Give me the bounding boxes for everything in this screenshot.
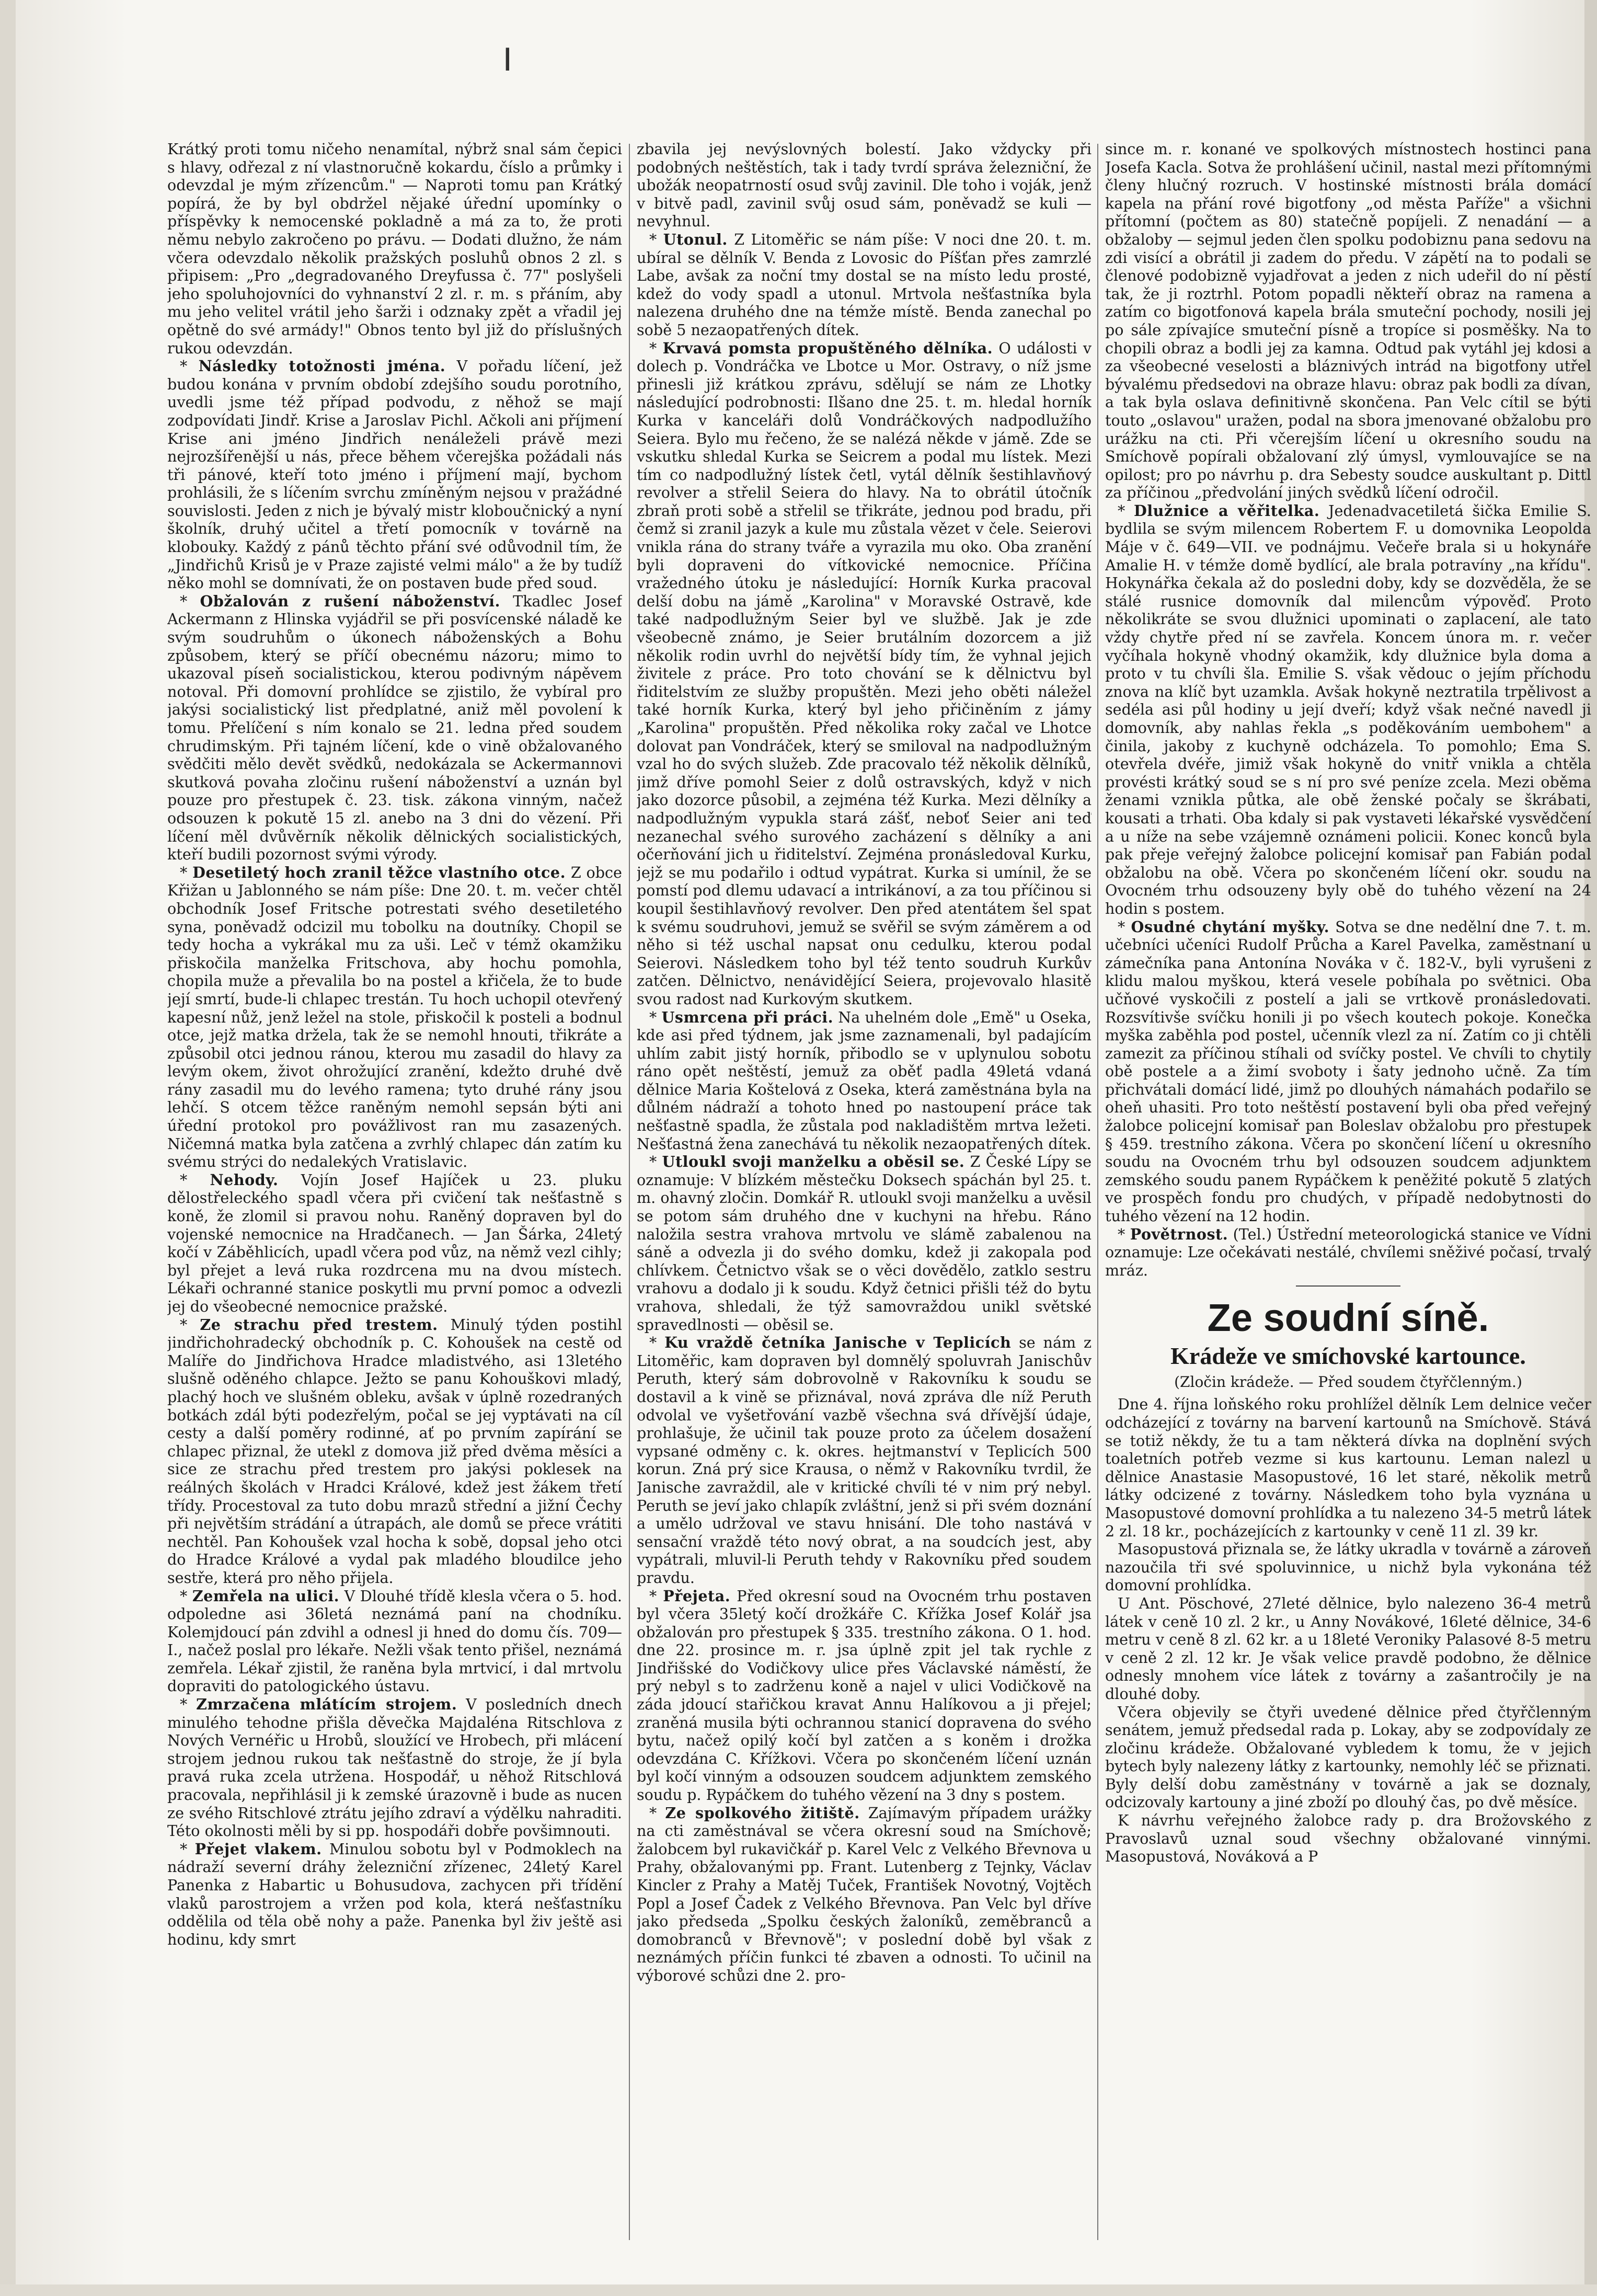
column-rule — [1097, 144, 1098, 2240]
article-paragraph: * Přejet vlakem. Minulou sobotu byl v Podmoklech na nádraží severní dráhy železniční zřízenec, 24letý Karel Panenka z Habartic u Bohusudova, zachycen při třídění vlaků parostrojem a vržen pod kola, která nešťastníku oddělila od těla obě nohy a paže. Panenka byl živ ještě asi hodinu, kdy smrt — [167, 1840, 622, 1948]
article-text: Minulou sobotu byl v Podmoklech na nádraží severní dráhy železniční zřízenec, 24letý Karel Panenka z Habartic u Bohusudova, zachycen při třídění vlaků parostrojem a vržen pod kola, která nešťastníku oddělila od těla obě nohy a paže. Panenka byl živ ještě asi hodinu, kdy smrt — [167, 1840, 622, 1948]
article-paragraph: * Povětrnost. (Tel.) Ústřední meteorologická stanice ve Vídni oznamuje: Lze očekávati nestálé, chvílemi sněživé počasí, trvalý mráz. — [1105, 1225, 1591, 1279]
article-paragraph: Dne 4. října loňského roku prohlížel dělník Lem delnice večer odcházející z továrny na barvení kartounů na Smíchově. Stává se totiž někdy, že tu a tam některá dívka na doplnění svých toaletních potřeb vezme si kus kartounu. Leman nalezl u dělnice Anastasie Masopustové, 16 let staré, několik metrů látky odcizené z továrny. Následkem toho byla vyznána u Masopustové domovní prohlídka a tu nalezeno 34-5 metrů látek 2 zl. 18 kr., pocházejících z kartounky v ceně 11 zl. 39 kr. — [1105, 1395, 1591, 1540]
article-heading: Osudné chytání myšky. — [1131, 917, 1330, 936]
article-text: Sotva se dne nedělní dne 7. t. m. učebníci učeníci Rudolf Průcha a Karel Pavelka, zaměstnaní u zámečníka pana Antonína Nováka v č. 182-V., byli vyrušeni z klidu malou myškou, která vesele pobíhala po světnici. Oba učňové vyskočili z postelí a jali se vrtkově pronásledovati. Rozsvítivše svíčku honili ji po všech koutech pokoje. Konečka myška zaběhla pod postel, učenník vlezl za ní. Zatím co ji chtěli zamezit za příčinou stíhali od svíčky postel. Ve chvíli to chytily obě postele a a žimí svoboty i šaty jednoho učně. Za tím přichvátali domácí lidé, jimž po dlouhých námahách podařilo se oheň uhasiti. Pro toto neštěstí postavení byli oba před veřejný žalobce policejní komisař pan Boleslav obžalobu pro přestupek § 459. trestního zákona. Včera po skončení líčení u okresního soudu na Ovocném trhu byl odsouzen soudcem adjunktem zemského soudu panem Rypáčkem k peněžité pokutě 5 zlatých ve prospěch fondu pro chudých, v případě nedobytnosti do tuhého vězení na 12 hodin. — [1105, 917, 1591, 1225]
article-heading: Zemřela na ulici. — [192, 1587, 340, 1605]
article-paragraph: * Ku vraždě četníka Janische v Teplicích se nám z Litoměřic, kam dopraven byl domnělý spoluvrah Janischův Peruth, který sám dobrovolně v Rakovníku k soudu se dostavil a k vině se přiznával, nová zpráva dle níž Peruth odvolal ve vyšetřování vazbě všechna svá dřívější údaje, prohlašuje, že učinil tak pouze proto za účelem dosažení vypsané odměny c. k. okres. hejtmanství v Teplicích 500 korun. Zná prý sice Krausa, o němž v Rakovníku tvrdil, že Janische zavraždil, ale v kritické chvíli té v nim prý nebyl. Peruth se jeví jako chlapík zvláštní, jenž si při svém doznání a umělo udržoval ve stavu hnisání. Dle toho nastává v sensační vraždě této nový obrat, a na soudcích jest, aby vypátrali, mluvil-li Peruth tehdy v Rakovníku před soudem pravdu. — [637, 1334, 1092, 1587]
article-text: Z obce Křižan u Jablonného se nám píše: Dne 20. t. m. večer chtěl obchodník Josef Fritsche potrestati svého desetiletého syna, poněvadž odcizil mu tobolku na doutníky. Chopil se tedy hocha a vykrákal mu za uši. Leč v témž okamžiku přiskočila manželka Fritschova, aby hochu pomohla, chopila muže a převalila bo na postel a křičela, že to bude její smrtí, bude-li chlapec trestán. Tu hoch uchopil otevřený kapesní nůž, jenž ležel na stole, přiskočil k posteli a bodnul otce, jejž matka držela, tak že se nemohl hnouti, třikráte a způsobil otci jednou ránou, kterou mu zasadil do hlavy za levým okem, život ohrožující zranění, kdežto druhé dvě rány zasadil mu do levého ramena; tyto druhé rány jsou lehčí. S otcem těžce raněným nemohl sepsán býti ani úřední protokol pro povážlivost ran mu zasazených. Ničemná matka byla zatčena a zvrhlý chlapec dán zatím ku svému strýci do nedalekých Vratislavic. — [167, 863, 622, 1171]
article-text: Z České Lípy se oznamuje: V blízkém městečku Doksech spáchán byl 25. t. m. ohavný zločin. Domkář R. utloukl svoji manželku a uvěsil se potom sám druhého dne v kuchyni na hřebu. Ráno naložila sestra vrahova mrtvolu ve slámě zabalenou na sáně a odvezla ji do svého domku, kdež ji zakopala pod chlívkem. Četnictvo však se o věci dovědělo, zatklo sestru vrahovu a dodalo ji k soudu. Když četnici přišli též do bytu vrahova, shledali, že týž samovraždou unikl světské spravedlnosti — oběsil se. — [637, 1153, 1092, 1334]
article-paragraph: * Ze spolkového žitiště. Zajímavým případem urážky na cti zaměstnával se včera okresní soud na Smíchově; žalobcem byl rukavičkář p. Karel Velc z Velkého Břevnova u Prahy, obžalovanými pp. Frant. Lutenberg z Tejnky, Václav Kincler z Prahy a Matěj Tuček, František Novotný, Vojtěch Popl a Josef Čadek z Velkého Břevnova. Pan Velc byl dříve jako předseda „Spolku českých žaloníků, zeměbranců a domobranců v Břevnově"; v poslední době byl však z neznámých příčin funkci té zbaven a odnosti. To učinil na výborové schůzi dne 2. pro- — [637, 1804, 1092, 1984]
article-paragraph: * Desetiletý hoch zranil těžce vlastního otce. Z obce Křižan u Jablonného se nám píše: Dne 20. t. m. večer chtěl obchodník Josef Fritsche potrestati svého desetiletého syna, poněvadž odcizil mu tobolku na doutníky. Chopil se tedy hocha a vykrákal mu za uši. Leč v témž okamžiku přiskočila manželka Fritschova, aby hochu pomohla, chopila muže a převalila bo na postel a křičela, že to bude její smrtí, bude-li chlapec trestán. Tu hoch uchopil otevřený kapesní nůž, jenž ležel na stole, přiskočil k posteli a bodnul otce, jejž matka držela, tak že se nemohl hnouti, třikráte a způsobil otci jednou ránou, kterou mu zasadil do hlavy za levým okem, život ohrožující zranění, kdežto druhé dvě rány zasadil mu do levého ramena; tyto druhé rány jsou lehčí. S otcem těžce raněným nemohl sepsán býti ani úřední protokol pro povážlivost ran mu zasazených. Ničemná matka byla zatčena a zvrhlý chlapec dán zatím ku svému strýci do nedalekých Vratislavic. — [167, 863, 622, 1171]
article-heading: Následky totožnosti jména. — [198, 357, 446, 375]
article-paragraph: * Utloukl svoji manželku a oběsil se. Z České Lípy se oznamuje: V blízkém městečku Doksech spáchán byl 25. t. m. ohavný zločin. Domkář R. utloukl svoji manželku a uvěsil se potom sám druhého dne v kuchyni na hřebu. Ráno naložila sestra vrahova mrtvolu ve slámě zabalenou na sáně a odvezla ji do svého domku, kdež ji zakopala pod chlívkem. Četnictvo však se o věci dovědělo, zatklo sestru vrahovu a dodalo ji k soudu. Když četnici přišli též do bytu vrahova, shledali, že týž samovraždou unikl světské spravedlnosti — oběsil se. — [637, 1153, 1092, 1334]
article-text: se nám z Litoměřic, kam dopraven byl domnělý spoluvrah Janischův Peruth, který sám dobrovolně v Rakovníku k soudu se dostavil a k vině se přiznával, nová zpráva dle níž Peruth odvolal ve vyšetřování vazbě všechna svá dřívější údaje, prohlašuje, že učinil tak pouze proto za účelem dosažení vypsané odměny c. k. okres. hejtmanství v Teplicích 500 korun. Zná prý sice Krausa, o němž v Rakovníku tvrdil, že Janische zavraždil, ale v kritické chvíli té v nim prý nebyl. Peruth se jeví jako chlapík zvláštní, jenž si při svém doznání a umělo udržoval ve stavu hnisání. Dle toho nastává v sensační vraždě této nový obrat, a na soudcích jest, aby vypátrali, mluvil-li Peruth tehdy v Rakovníku před soudem pravdu. — [637, 1334, 1092, 1587]
article-text: Vojín Josef Hajíček u 23. pluku dělostřeleckého spadl včera při cvičení tak nešťastně s koně, že zlomil si pravou nohu. Raněný dopraven byl do vojenské nemocnice na Hradčanech. — Jan Šárka, 24letý kočí v Záběhlicích, upadl včera pod vůz, na němž vezl cihly; byl přejet a levá ruka rozdrcena mu na dvou místech. Lékaři ochranné stanice poskytli mu první pomoc a odvezli jej do všeobecné nemocnice pražské. — [167, 1170, 622, 1315]
article-text: (Tel.) Ústřední meteorologická stanice ve Vídni oznamuje: Lze očekávati nestálé, chvílemi sněživé počasí, trvalý mráz. — [1105, 1225, 1591, 1279]
article-heading: Povětrnost. — [1130, 1225, 1228, 1243]
article-text: Zajímavým případem urážky na cti zaměstnával se včera okresní soud na Smíchově; žalobcem byl rukavičkář p. Karel Velc z Velkého Břevnova u Prahy, obžalovanými pp. Frant. Lutenberg z Tejnky, Václav Kincler z Prahy a Matěj Tuček, František Novotný, Vojtěch Popl a Josef Čadek z Velkého Břevnova. Pan Velc byl dříve jako předseda „Spolku českých žaloníků, zeměbranců a domobranců v Břevnově"; v poslední době byl však z neznámých příčin funkci té zbaven a odnosti. To učinil na výborové schůzi dne 2. pro- — [637, 1804, 1092, 1984]
article-text: Z Litoměřic se nám píše: V noci dne 20. t. m. ubíral se dělník V. Benda z Lovosic do Píšťan přes zamrzlé Labe, avšak za noční tmy dostal se na místo ledu prosté, kdež do vody spadl a utonul. Mrtvola nešťastníka byla nalezena druhého dne na témže místě. Benda zanechal po sobě 5 nezaopatřených dítek. — [637, 230, 1092, 339]
section-title: Ze soudní síně. — [1207, 1296, 1489, 1340]
section-note: (Zločin krádeže. — Před soudem čtyřčlenným.) — [1174, 1373, 1522, 1391]
article-paragraph: since m. r. konané ve spolkových místnostech hostinci pana Josefa Kacla. Sotva že prohlášení učinil, nastal mezi přítomnými členy hlučný rozruch. V hostinské místnosti brála domácí kapela na přání rové bigotfony „od města Paříže" a všichni přítomní (počtem as 80) statečně popíjeli. Z nenadání — a obžaloby — sejmul jeden člen spolku podobiznu pana sedovu na zdi visící a obrátil ji zadem do předu. V zápětí na to podali se členové podobizně vyjadřovat a jeden z nich udeřil do ní pěstí tak, že ji roztrhl. Potom popadli někteří obraz na ramena a zatím co bigotfonová kapela brála smuteční pochody, nosili jej po sále zpívajíce smuteční písně a tropíce si posměšky. Na to chopili obraz a bodli jej za kamna. Odtud pak vytáhl jej kdosi a za všeobecné veselosti a bláznivých intrád na bigotfony utřel bývalému předsedovi na obraze hlavu: obraz pak bodli za dívan, a tak byla oslava definitivně skončena. Pan Velc cítil se býti touto „oslavou" uražen, podal na sbora jmenované obžalobu pro urážku na cti. Při včerejším líčení u okresního soudu na Smíchově popírali obžalovaní zlý úmysl, vymlouvajíce se na opilost; pro po návrhu p. dra Sebesty soudce auskultant p. Dittl za příčinou „předvolání jiných svědků líčení odročil. — [1105, 140, 1591, 502]
article-text: O události v dolech p. Vondráčka ve Lbotce u Mor. Ostravy, o níž jsme přinesli již krátkou zprávu, sdělují se nám ze Lhotky následující podrobnosti: Ilšano dne 25. t. m. hledal horník Kurka v kanceláři dolů Vondráčkových nadpodlužího Seiera. Bylo mu řečeno, že se nalézá někde v jámě. Zde se vskutku shledal Kurka se Seicrem a podal mu lístek. Mezi tím co nadpodlužný lístek četl, vytál dělník šestihlavňový revolver a střelil Seiera do hlavy. Na to obrátil útočník zbraň proti sobě a střelil se třikráte, jednou pod bradu, při čemž si zranil jazyk a kule mu zůstala vězet v čele. Seierovi vnikla rána do strany tváře a vyrazila mu oko. Oba zranění byli dopraveni do vítkovické nemocnice. Příčina vražedného útoku je následující: Horník Kurka pracoval delší dobu na jámě „Karolina" v Moravské Ostravě, kde také nadpodlužným Seier byl ve službě. Jak je zde všeobecně známo, je Seier brutálním dozorcem a již několik rodin uvrhl do největší bídy tím, že vyhnal jejich živitele z práce. Pro toto chování se k dělnictvu byl řiditelstvím ze služby propuštěn. Mezi jeho oběti náležel také horník Kurka, který byl jeho přičiněním z jámy „Karolina" propuštěn. Před několika roky začal ve Lhotce dolovat pan Vondráček, který se smiloval na nadpodlužným vzal ho do svých služeb. Zde pracovalo též několik dělníků, jimž dříve pomohl Seier z dolů ostravských, když v nich jako dozorce působil, a zejména též Kurka. Mezi dělníky a nadpodlužným vypukla stará zášť, neboť Seier ani teď nezanechal svého surového zacházení s dělníky a ani očerňování jich u řiditelství. Zejména pronásledoval Kurku, jejž se mu podařilo i odtud vypátrat. Kurka si umínil, že se pomstí pod dlemu udavací a intrikánoví, a za tou příčinou si koupil šestihlavňový revolver. Den před atentátem šel spat k svému soudruhovi, jemuž se svěřil se svým záměrem a od něho si též uschal napsat onu cedulku, kterou podal Seierovi. Následkem toho byl též tento soudruh Kurkův zatčen. Dělnictvo, nenávidějící Seiera, projevovalo hlasitě svou radost nad Kurkovým skutkem. — [637, 339, 1092, 1008]
article-text: V pořadu líčení, jež budou konána v prvním období zdejšího soudu porotního, uvedli jsme též případ podvodu, z něhož se mají zodpovídati Jindř. Krise a Jaroslav Pichl. Ačkoli ani příjmení Krise ani jméno Jindřich nenáleželi právě mezi nejrozšířenější u nás, přece během včerejška požádali nás tři pánové, kteří toto jméno i příjmení mají, bychom prohlásili, že s líčením svrchu zmíněným nejsou v pražádné souvislosti. Jeden z nich je bývalý mistr kloboučnický a nyní školník, druhý učitel a třetí pomocník v továrně na klobouky. Každý z pánů těchto přání své odůvodnil tím, že „Jindřichů Krisů je v Praze zajisté velmi málo" a že by tudíž něko mohl se domnívati, že on postaven bude před soud. — [167, 357, 622, 592]
article-text: V posledních dnech minulého tehodne přišla děvečka Majdaléna Ritschlova z Nových Vernéřic u Hrobů, sloužící ve Hrobech, při mlácení strojem jednou rukou tak nešťastně do stroje, že jí byla pravá ruka zcela utržena. Hospodář, u něhož Ritschlová pracovala, nepřihlásil ji k zemské úrazovně i bude as nucen ze svého Ritschlové ztrátu jejího zdraví a výdělku nahraditi. Této okolnosti měli by si pp. hospodáři dobře povšimnouti. — [167, 1695, 622, 1840]
article-text: Na uhelném dole „Emě" u Oseka, kde asi před týdnem, jak jsme zaznamenali, byl padajícím uhlím zabit jistý horník, přibodlo se v uplynulou sobotu ráno opět neštěstí, jemuž za oběť padla 49letá vdaná dělnice Maria Koštelová z Oseka, která zaměstnána byla na důlném nádraží a tohoto hned po nastoupení práce tak nešťastně spadla, že zůstala pod nakladištěm mrtva ležeti. Nešťastná žena zanechává tu několik nezaopatřených dítek. — [637, 1008, 1092, 1153]
article-heading: Dlužnice a věřitelka. — [1133, 501, 1320, 520]
section-divider — [1296, 1285, 1400, 1287]
article-heading: Nehody. — [210, 1170, 279, 1189]
article-paragraph: * Zemřela na ulici. V Dlouhé třídě klesla včera o 5. hod. odpoledne asi 36letá neznámá paní na chodníku. Kolemjdoucí pán zdvihl a odnesl ji hned do domu čís. 709—I., načež poslal pro lékaře. Nežli však tento přišel, neznámá zemřela. Lékař zjistil, že raněna byla mrtvicí, i dal mrtvolu dopraviti do patologického ústavu. — [167, 1587, 622, 1695]
article-paragraph: * Dlužnice a věřitelka. Jedenadvacetiletá šička Emilie S. bydlila se svým milencem Robertem F. u domovnika Leopolda Máje v č. 649—VII. ve podnájmu. Večeře brala si u hokynáře Amalie H. v témže domě bydlící, ale brala potravíny „na křídu". Hokynářka čekala až do posledni doby, kdy se dozvěděla, že se stálé rusnice domovník dal milencům výpověď. Proto několikráte se svou dlužnici upominati o zaplacení, ale tato vždy chytře před ní se zavřela. Koncem února m. r. večer vyčíhala hokyně vhodný okamžik, kdy dlužnice byla doma a proto v tu chvíli šla. Emilie S. však vědouc o jejím příchodu znova na klíč byt uzamkla. Avšak hokyně neztratila trpělivost a sedéla asi půl hodiny u její dveří; když však nečné navedl ji domovník, aby nahlas řekla „s poděkováním uembohem" a činila, jakoby z kuchyně odcházela. To pomohlo; Ema S. otevřela dvéře, jimiž však hokyně do vnitř vnikla a chtěla provésti krátký soud se s ní pro své peníze zcela. Mezi oběma ženami vznikla půtka, ale obě ženské počaly se škrábati, kousati a trhati. Oba kdaly si pak vystaveti lékařské vysvědčení a u níže na sebe vzájemně oznámeni policii. Konec konců byla pak přeje veřejný žalobce policejní komisař pan Fabián podal obžalobu na obě. Včera po skončeném líčení okr. soudu na Ovocném trhu odsouzeny byly obě do tuhého vězení na 24 hodin s postem. — [1105, 501, 1591, 917]
article-paragraph: * Zmrzačena mlátícím strojem. V posledních dnech minulého tehodne přišla děvečka Majdaléna Ritschlova z Nových Vernéřic u Hrobů, sloužící ve Hrobech, při mlácení strojem jednou rukou tak nešťastně do stroje, že jí byla pravá ruka zcela utržena. Hospodář, u něhož Ritschlová pracovala, nepřihlásil ji k zemské úrazovně i bude as nucen ze svého Ritschlové ztrátu jejího zdraví a výdělku nahraditi. Této okolnosti měli by si pp. hospodáři dobře povšimnouti. — [167, 1695, 622, 1840]
article-paragraph: * Následky totožnosti jména. V pořadu líčení, jež budou konána v prvním období zdejšího soudu porotního, uvedli jsme též případ podvodu, z něhož se mají zodpovídati Jindř. Krise a Jaroslav Pichl. Ačkoli ani příjmení Krise ani jméno Jindřich nenáleželi právě mezi nejrozšířenější u nás, přece během včerejška požádali nás tři pánové, kteří toto jméno i příjmení mají, bychom prohlásili, že s líčením svrchu zmíněným nejsou v pražádné souvislosti. Jeden z nich je bývalý mistr kloboučnický a nyní školník, druhý učitel a třetí pomocník v továrně na klobouky. Každý z pánů těchto přání své odůvodnil tím, že „Jindřichů Krisů je v Praze zajisté velmi málo" a že by tudíž něko mohl se domnívati, že on postaven bude před soud. — [167, 357, 622, 592]
ink-mark: ǀ — [503, 42, 512, 78]
article-paragraph: * Nehody. Vojín Josef Hajíček u 23. pluku dělostřeleckého spadl včera při cvičení tak nešťastně s koně, že zlomil si pravou nohu. Raněný dopraven byl do vojenské nemocnice na Hradčanech. — Jan Šárka, 24letý kočí v Záběhlicích, upadl včera pod vůz, na němž vezl cihly; byl přejet a levá ruka rozdrcena mu na dvou místech. Lékaři ochranné stanice poskytli mu první pomoc a odvezli jej do všeobecné nemocnice pražské. — [167, 1170, 622, 1315]
article-paragraph: * Usmrcena při práci. Na uhelném dole „Emě" u Oseka, kde asi před týdnem, jak jsme zaznamenali, byl padajícím uhlím zabit jistý horník, přibodlo se v uplynulou sobotu ráno opět neštěstí, jemuž za oběť padla 49letá vdaná dělnice Maria Koštelová z Oseka, která zaměstnána byla na důlném nádraží a tohoto hned po nastoupení práce tak nešťastně spadla, že zůstala pod nakladištěm mrtva ležeti. Nešťastná žena zanechává tu několik nezaopatřených dítek. — [637, 1008, 1092, 1153]
article-text: Jedenadvacetiletá šička Emilie S. bydlila se svým milencem Robertem F. u domovnika Leopolda Máje v č. 649—VII. ve podnájmu. Večeře brala si u hokynáře Amalie H. v témže domě bydlící, ale brala potravíny „na křídu". Hokynářka čekala až do posledni doby, kdy se dozvěděla, že se stálé rusnice domovník dal milencům výpověď. Proto několikráte se svou dlužnici upominati o zaplacení, ale tato vždy chytře před ní se zavřela. Koncem února m. r. večer vyčíhala hokyně vhodný okamžik, kdy dlužnice byla doma a proto v tu chvíli šla. Emilie S. však vědouc o jejím příchodu znova na klíč byt uzamkla. Avšak hokyně neztratila trpělivost a sedéla asi půl hodiny u její dveří; když však nečné navedl ji domovník, aby nahlas řekla „s poděkováním uembohem" a činila, jakoby z kuchyně odcházela. To pomohlo; Ema S. otevřela dvéře, jimiž však hokyně do vnitř vnikla a chtěla provésti krátký soud se s ní pro své peníze zcela. Mezi oběma ženami vznikla půtka, ale obě ženské počaly se škrábati, kousati a trhati. Oba kdaly si pak vystaveti lékařské vysvědčení a u níže na sebe vzájemně oznámeni policii. Konec konců byla pak přeje veřejný žalobce policejní komisař pan Fabián podal obžalobu na obě. Včera po skončeném líčení okr. soudu na Ovocném trhu odsouzeny byly obě do tuhého vězení na 24 hodin s postem. — [1105, 501, 1591, 917]
article-paragraph: Včera objevily se čtyři uvedené dělnice před čtyřčlenným senátem, jemuž předsedal rada p. Lokay, aby se zodpovídaly ze zločinu krádeže. Obžalované vybledem k tomu, že v jejich bytech byly nalezeny látky z kartounky, nemohly léč se přiznati. Byly delší dobu zaměstnány v továrně a jak se doznaly, odcizovaly kartouny a jiné zboží po dlouhý čas, po dvě měsíce. — [1105, 1703, 1591, 1811]
article-text: Tkadlec Josef Ackermann z Hlinska vyjádřil se při posvícenské náladě ke svým soudruhům o úkonech náboženských a Bohu způsobem, který se příčí obecnému názoru; mimo to ukazoval píseň socialistickou, kterou podivným nápěvem notoval. Při domovní prohlídce se zjistilo, že vybíral pro jakýsi socialistický list předplatné, aniž měl povolení k tomu. Přelíčení s ním konalo se 21. ledna před soudem chrudimským. Při tajném líčení, kde o vině obžalovaného svědčiti mělo devět svědků, nedokázala se Ackermannovi skutková povaha zločinu rušení náboženství a uznán byl pouze pro přestupek č. 23. tisk. zákona vinným, načež odsouzen k pokutě 15 zl. anebo na 3 dni do vězení. Při líčení měl dvůvěrník několik dělnických socialistických, kteří budili pozornost svými výrody. — [167, 592, 622, 864]
article-heading: Zmrzačena mlátícím strojem. — [196, 1695, 457, 1714]
article-text: V Dlouhé třídě klesla včera o 5. hod. odpoledne asi 36letá neznámá paní na chodníku. Kolemjdoucí pán zdvihl a odnesl ji hned do domu čís. 709—I., načež poslal pro lékaře. Nežli však tento přišel, neznámá zemřela. Lékař zjistil, že raněna byla mrtvicí, i dal mrtvolu dopraviti do patologického ústavu. — [167, 1587, 622, 1695]
article-heading: Přejeta. — [663, 1587, 731, 1605]
section-subtitle: Krádeže ve smíchovské kartounce. — [1170, 1342, 1526, 1370]
article-paragraph: K návrhu veřejného žalobce rady p. dra Brožovského z Pravoslavů uznal soud všechny obžalované vinnými. Masopustová, Nováková a P — [1105, 1811, 1591, 1866]
column-3 — [1105, 140, 1591, 2252]
article-paragraph: * Přejeta. Před okresní soud na Ovocném trhu postaven byl včera 35letý kočí drožkáře C. Křížka Josef Kolář jsa obžalován pro přestupek § 335. trestního zákona. O 1. hod. dne 22. prosince m. r. jsa úplně zpit jel tak rychle z Jindřišské do Vodičkovy ulice přes Václavské náměstí, že prý nebyl s to zadrženu koně a najel v ulici Vodičkově na záda jdoucí stařičkou kravat Annu Halíkovou a ji přejel; zraněná musila býti ochrannou stanicí dopravena do svého bytu, načež opilý kočí byl zatčen a s koněm i drožka odevzdána C. Křížkovi. Včera po skončeném líčení uznán byl kočí vinným a odsouzen soudcem adjunktem zemského soudu p. Rypáčkem do tuhého vězení na 3 dny s postem. — [637, 1587, 1092, 1804]
article-heading: Desetiletý hoch zranil těžce vlastního otce. — [192, 863, 566, 881]
page-bottom-edge — [0, 2284, 1597, 2296]
article-text: Minulý týden postihl jindřichohradecký obchodník p. C. Kohoušek na cestě od Malíře do Jindřichova Hradce mladistvého, asi 13letého slušně oděného chlapce. Ježto se panu Kohouškovi mladý, plachý hoch ve slušném obleku, avšak v úplně rozedraných botkách zdál býti podezřelým, počal se jej vyptávati na cíl cesty a další poměry rodinné, ať po prvním zapírání se chlapec přiznal, že utekl z domova již před dvěma měsíci a sice ze strachu před trestem pro jakýsi poklesek na reálných školách v Hradci Králové, kdež jest žákem třetí třídy. Procestoval za tuto dobu mrazů střední a jižní Čechy při největším strádání a útrapách, ale domů se přece vrátiti nechtěl. Pan Kohoušek vzal hocha k sobě, dopsal jeho otci do Hradce Králové a vydal pak mladého bloudilce jeho sestře, která pro něho přijela. — [167, 1315, 622, 1587]
article-heading: Usmrcena při práci. — [661, 1008, 834, 1026]
article-heading: Přejet vlakem. — [194, 1840, 322, 1858]
article-heading: Ze spolkového žitiště. — [665, 1804, 860, 1822]
article-paragraph: zbavila jej nevýslovných bolestí. Jako vždycky při podobných neštěstích, tak i tady tvrdí správa železniční, že ubožák neopatrností osud svůj zavinil. Dle toho i voják, jenž v bitvě padl, zavinil svůj osud sám, poněvadž se kuli — nevyhnul. — [637, 140, 1092, 231]
article-paragraph: U Ant. Pöschové, 27leté dělnice, bylo nalezeno 36-4 metrů látek v ceně 10 zl. 2 kr., u Anny Novákové, 16leté dělnice, 34-6 metru v ceně 8 zl. 62 kr. a u 18leté Veroniky Palasové 8-5 metru v ceně 2 zl. 12 kr. Je však velice pravdě podobno, že dělnice odnesly mnohem více látek z továrny a zašantročily je na dlouhé doby. — [1105, 1594, 1591, 1703]
article-paragraph: * Ze strachu před trestem. Minulý týden postihl jindřichohradecký obchodník p. C. Kohoušek na cestě od Malíře do Jindřichova Hradce mladistvého, asi 13letého slušně oděného chlapce. Ježto se panu Kohouškovi mladý, plachý hoch ve slušném obleku, avšak v úplně rozedraných botkách zdál býti podezřelým, počal se jej vyptávati na cíl cesty a další poměry rodinné, ať po prvním zapírání se chlapec přiznal, že utekl z domova již před dvěma měsíci a sice ze strachu před trestem pro jakýsi poklesek na reálných školách v Hradci Králové, kdež jest žákem třetí třídy. Procestoval za tuto dobu mrazů střední a jižní Čechy při největším strádání a útrapách, ale domů se přece vrátiti nechtěl. Pan Kohoušek vzal hocha k sobě, dopsal jeho otci do Hradce Králové a vydal pak mladého bloudilce jeho sestře, která pro něho přijela. — [167, 1315, 622, 1587]
article-paragraph: * Obžalován z rušení náboženství. Tkadlec Josef Ackermann z Hlinska vyjádřil se při posvícenské náladě ke svým soudruhům o úkonech náboženských a Bohu způsobem, který se příčí obecnému názoru; mimo to ukazoval píseň socialistickou, kterou podivným nápěvem notoval. Při domovní prohlídce se zjistilo, že vybíral pro jakýsi socialistický list předplatné, aniž měl povolení k tomu. Přelíčení s ním konalo se 21. ledna před soudem chrudimským. Při tajném líčení, kde o vině obžalovaného svědčiti mělo devět svědků, nedokázala se Ackermannovi skutková povaha zločinu rušení náboženství a uznán byl pouze pro přestupek č. 23. tisk. zákona vinným, načež odsouzen k pokutě 15 zl. anebo na 3 dni do vězení. Při líčení měl dvůvěrník několik dělnických socialistických, kteří budili pozornost svými výrody. — [167, 592, 622, 864]
article-heading: Utloukl svoji manželku a oběsil se. — [662, 1153, 965, 1171]
article-paragraph: * Osudné chytání myšky. Sotva se dne nedělní dne 7. t. m. učebníci učeníci Rudolf Průcha a Karel Pavelka, zaměstnaní u zámečníka pana Antonína Nováka v č. 182-V., byli vyrušeni z klidu malou myškou, která vesele pobíhala po světnici. Oba učňové vyskočili z postelí a jali se vrtkově pronásledovati. Rozsvítivše svíčku honili ji po všech koutech pokoje. Konečka myška zaběhla pod postel, učenník vlezl za ní. Zatím co ji chtěli zamezit za příčinou stíhali od svíčky postel. Ve chvíli to chytily obě postele a a žimí svoboty i šaty jednoho učně. Za tím přichvátali domácí lidé, jimž po dlouhých námahách podařilo se oheň uhasiti. Pro toto neštěstí postavení byli oba před veřejný žalobce policejní komisař pan Boleslav obžalobu pro přestupek § 459. trestního zákona. Včera po skončení líčení u okresního soudu na Ovocném trhu byl odsouzen soudcem adjunktem zemského soudu panem Rypáčkem k peněžité pokutě 5 zlatých ve prospěch fondu pro chudých, v případě nedobytnosti do tuhého vězení na 12 hodin. — [1105, 917, 1591, 1225]
column-1 — [167, 140, 622, 2252]
article-heading: Obžalován z rušení náboženství. — [200, 592, 500, 610]
article-paragraph: * Krvavá pomsta propuštěného dělníka. O události v dolech p. Vondráčka ve Lbotce u Mor. Ostravy, o níž jsme přinesli již krátkou zprávu, sdělují se nám ze Lhotky následující podrobnosti: Ilšano dne 25. t. m. hledal horník Kurka v kanceláři dolů Vondráčkových nadpodlužího Seiera. Bylo mu řečeno, že se nalézá někde v jámě. Zde se vskutku shledal Kurka se Seicrem a podal mu lístek. Mezi tím co nadpodlužný lístek četl, vytál dělník šestihlavňový revolver a střelil Seiera do hlavy. Na to obrátil útočník zbraň proti sobě a střelil se třikráte, jednou pod bradu, při čemž si zranil jazyk a kule mu zůstala vězet v čele. Seierovi vnikla rána do strany tváře a vyrazila mu oko. Oba zranění byli dopraveni do vítkovické nemocnice. Příčina vražedného útoku je následující: Horník Kurka pracoval delší dobu na jámě „Karolina" v Moravské Ostravě, kde také nadpodlužným Seier byl ve službě. Jak je zde všeobecně známo, je Seier brutálním dozorcem a již několik rodin uvrhl do největší bídy tím, že vyhnal jejich živitele z práce. Pro toto chování se k dělnictvu byl řiditelstvím ze služby propuštěn. Mezi jeho oběti náležel také horník Kurka, který byl jeho přičiněním z jámy „Karolina" propuštěn. Před několika roky začal ve Lhotce dolovat pan Vondráček, který se smiloval na nadpodlužným vzal ho do svých služeb. Zde pracovalo též několik dělníků, jimž dříve pomohl Seier z dolů ostravských, když v nich jako dozorce působil, a zejména též Kurka. Mezi dělníky a nadpodlužným vypukla stará zášť, neboť Seier ani teď nezanechal svého surového zacházení s dělníky a ani očerňování jich u řiditelství. Zejména pronásledoval Kurku, jejž se mu podařilo i odtud vypátrat. Kurka si umínil, že se pomstí pod dlemu udavací a intrikánoví, a za tou příčinou si koupil šestihlavňový revolver. Den před atentátem šel spat k svému soudruhovi, jemuž se svěřil se svým záměrem a od něho si též uschal napsat onu cedulku, kterou podal Seierovi. Následkem toho byl též tento soudruh Kurkův zatčen. Dělnictvo, nenávidějící Seiera, projevovalo hlasitě svou radost nad Kurkovým skutkem. — [637, 339, 1092, 1008]
column-rule — [629, 144, 630, 2240]
column-2 — [637, 140, 1092, 2252]
article-heading: Krvavá pomsta propuštěného dělníka. — [662, 339, 993, 357]
article-heading: Ze strachu před trestem. — [200, 1315, 438, 1334]
article-paragraph: Masopustová přiznala se, že látky ukradla v továrně a zároveň nazoučila tři své spoluvinnice, u nichž byla vykonána též domovní prohlídka. — [1105, 1540, 1591, 1594]
page-left-edge — [0, 0, 16, 2296]
article-heading: Utonul. — [663, 230, 728, 248]
article-paragraph: Krátký proti tomu ničeho nenamítal, nýbrž snal sám čepici s hlavy, odřezal z ní vlastnoručně kokardu, číslo a průmky i odevzdal je mým zřízencům." — Naproti tomu pan Krátký popírá, že by byl obdržel nějaké úřední upomínky o příspěvky k nemocenské pokladně a má za to, že proti němu nebylo zakročeno po právu. — Dodati dlužno, že nám včera odevzdalo několik pražských posluhů obnos 2 zl. s připisem: „Pro „degradovaného Dreyfussa č. 77" poslyšeli jeho spoluhojovníci do vyhnanství 2 zl. r. m. s přáním, aby mu jeho velitel vrátil jeho šarži i odznaky zpět a vřadil jej opětně do své armády!" Obnos tento byl již do příslušných rukou odevzdán. — [167, 140, 622, 357]
article-paragraph: * Utonul. Z Litoměřic se nám píše: V noci dne 20. t. m. ubíral se dělník V. Benda z Lovosic do Píšťan přes zamrzlé Labe, avšak za noční tmy dostal se na místo ledu prosté, kdež do vody spadl a utonul. Mrtvola nešťastníka byla nalezena druhého dne na témže místě. Benda zanechal po sobě 5 nezaopatřených dítek. — [637, 230, 1092, 339]
article-text: Před okresní soud na Ovocném trhu postaven byl včera 35letý kočí drožkáře C. Křížka Josef Kolář jsa obžalován pro přestupek § 335. trestního zákona. O 1. hod. dne 22. prosince m. r. jsa úplně zpit jel tak rychle z Jindřišské do Vodičkovy ulice přes Václavské náměstí, že prý nebyl s to zadrženu koně a najel v ulici Vodičkově na záda jdoucí stařičkou kravat Annu Halíkovou a ji přejel; zraněná musila býti ochrannou stanicí dopravena do svého bytu, načež opilý kočí byl zatčen a s koněm i drožka odevzdána C. Křížkovi. Včera po skončeném líčení uznán byl kočí vinným a odsouzen soudcem adjunktem zemského soudu p. Rypáčkem do tuhého vězení na 3 dny s postem. — [637, 1587, 1092, 1804]
article-heading: Ku vraždě četníka Janische v Teplicích — [664, 1334, 1012, 1352]
